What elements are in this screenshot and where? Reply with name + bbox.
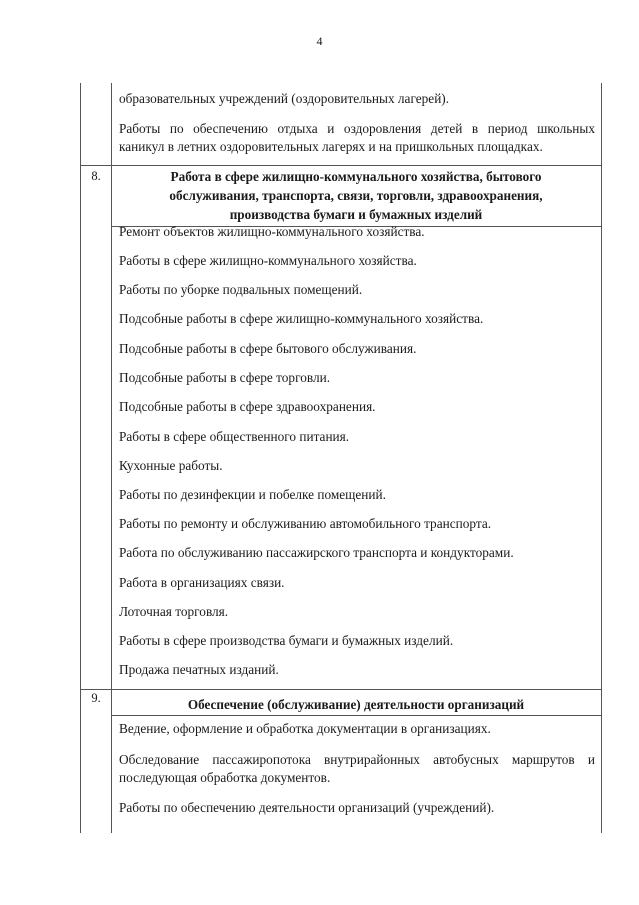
section8-item: Работы в сфере общественного питания. — [119, 429, 350, 444]
section8-item: Подсобные работы в сфере торговли. — [119, 370, 331, 385]
section8-item: Подсобные работы в сфере бытового обслуживания. — [119, 341, 417, 356]
section8-item: Работы в сфере производства бумаги и бумажных изделий. — [119, 633, 454, 648]
section8-item: Работы по дезинфекции и побелке помещений. — [119, 487, 386, 502]
work-types-table — [80, 83, 602, 833]
row-divider — [81, 689, 601, 690]
section8-number: 8. — [91, 169, 101, 183]
section9-title: Обеспечение (обслуживание) деятельности организаций — [187, 697, 525, 712]
section8-item: Работы по ремонту и обслуживанию автомобильного транспорта. — [119, 516, 492, 531]
section9-item2-line1: Обследование пассажиропотока внутрирайонных автобусных маршрутов и — [119, 752, 595, 767]
section9-item1: Ведение, оформление и обработка документации в организациях. — [119, 721, 491, 736]
section8-title-line2: обслуживания, транспорта, связи, торговли, здравоохранения, — [169, 188, 543, 203]
section8-item: Кухонные работы. — [119, 458, 223, 473]
section8-item: Работы по уборке подвальных помещений. — [119, 282, 363, 297]
row-divider — [111, 715, 601, 716]
section9-item3: Работы по обеспечению деятельности организаций (учреждений). — [119, 800, 495, 815]
section8-item: Подсобные работы в сфере здравоохранения. — [119, 399, 376, 414]
row-divider — [81, 165, 601, 166]
section7-continuation: образовательных учреждений (оздоровительных лагерей). — [119, 91, 450, 106]
section8-item: Продажа печатных изданий. — [119, 662, 279, 677]
page-number: 4 — [316, 34, 323, 48]
section8-item: Подсобные работы в сфере жилищно-коммунального хозяйства. — [119, 311, 484, 326]
section8-item: Работа по обслуживанию пассажирского транспорта и кондукторами. — [119, 545, 514, 560]
section9-number: 9. — [91, 691, 101, 705]
section8-item: Работы в сфере жилищно-коммунального хозяйства. — [119, 253, 417, 268]
section8-item: Работа в организациях связи. — [119, 575, 285, 590]
section7-item-line2: каникул в летних оздоровительных лагерях и на пришкольных площадках. — [119, 139, 543, 154]
section8-title-line1: Работа в сфере жилищно-коммунального хозяйства, бытового — [170, 169, 542, 184]
section8-title-line3: производства бумаги и бумажных изделий — [229, 207, 483, 222]
section9-item2-line2: последующая обработка документов. — [119, 770, 331, 785]
section8-item: Ремонт объектов жилищно-коммунального хозяйства. — [119, 224, 425, 239]
section7-item-line1: Работы по обеспечению отдыха и оздоровления детей в период школьных — [119, 121, 595, 136]
section8-item: Лоточная торговля. — [119, 604, 229, 619]
